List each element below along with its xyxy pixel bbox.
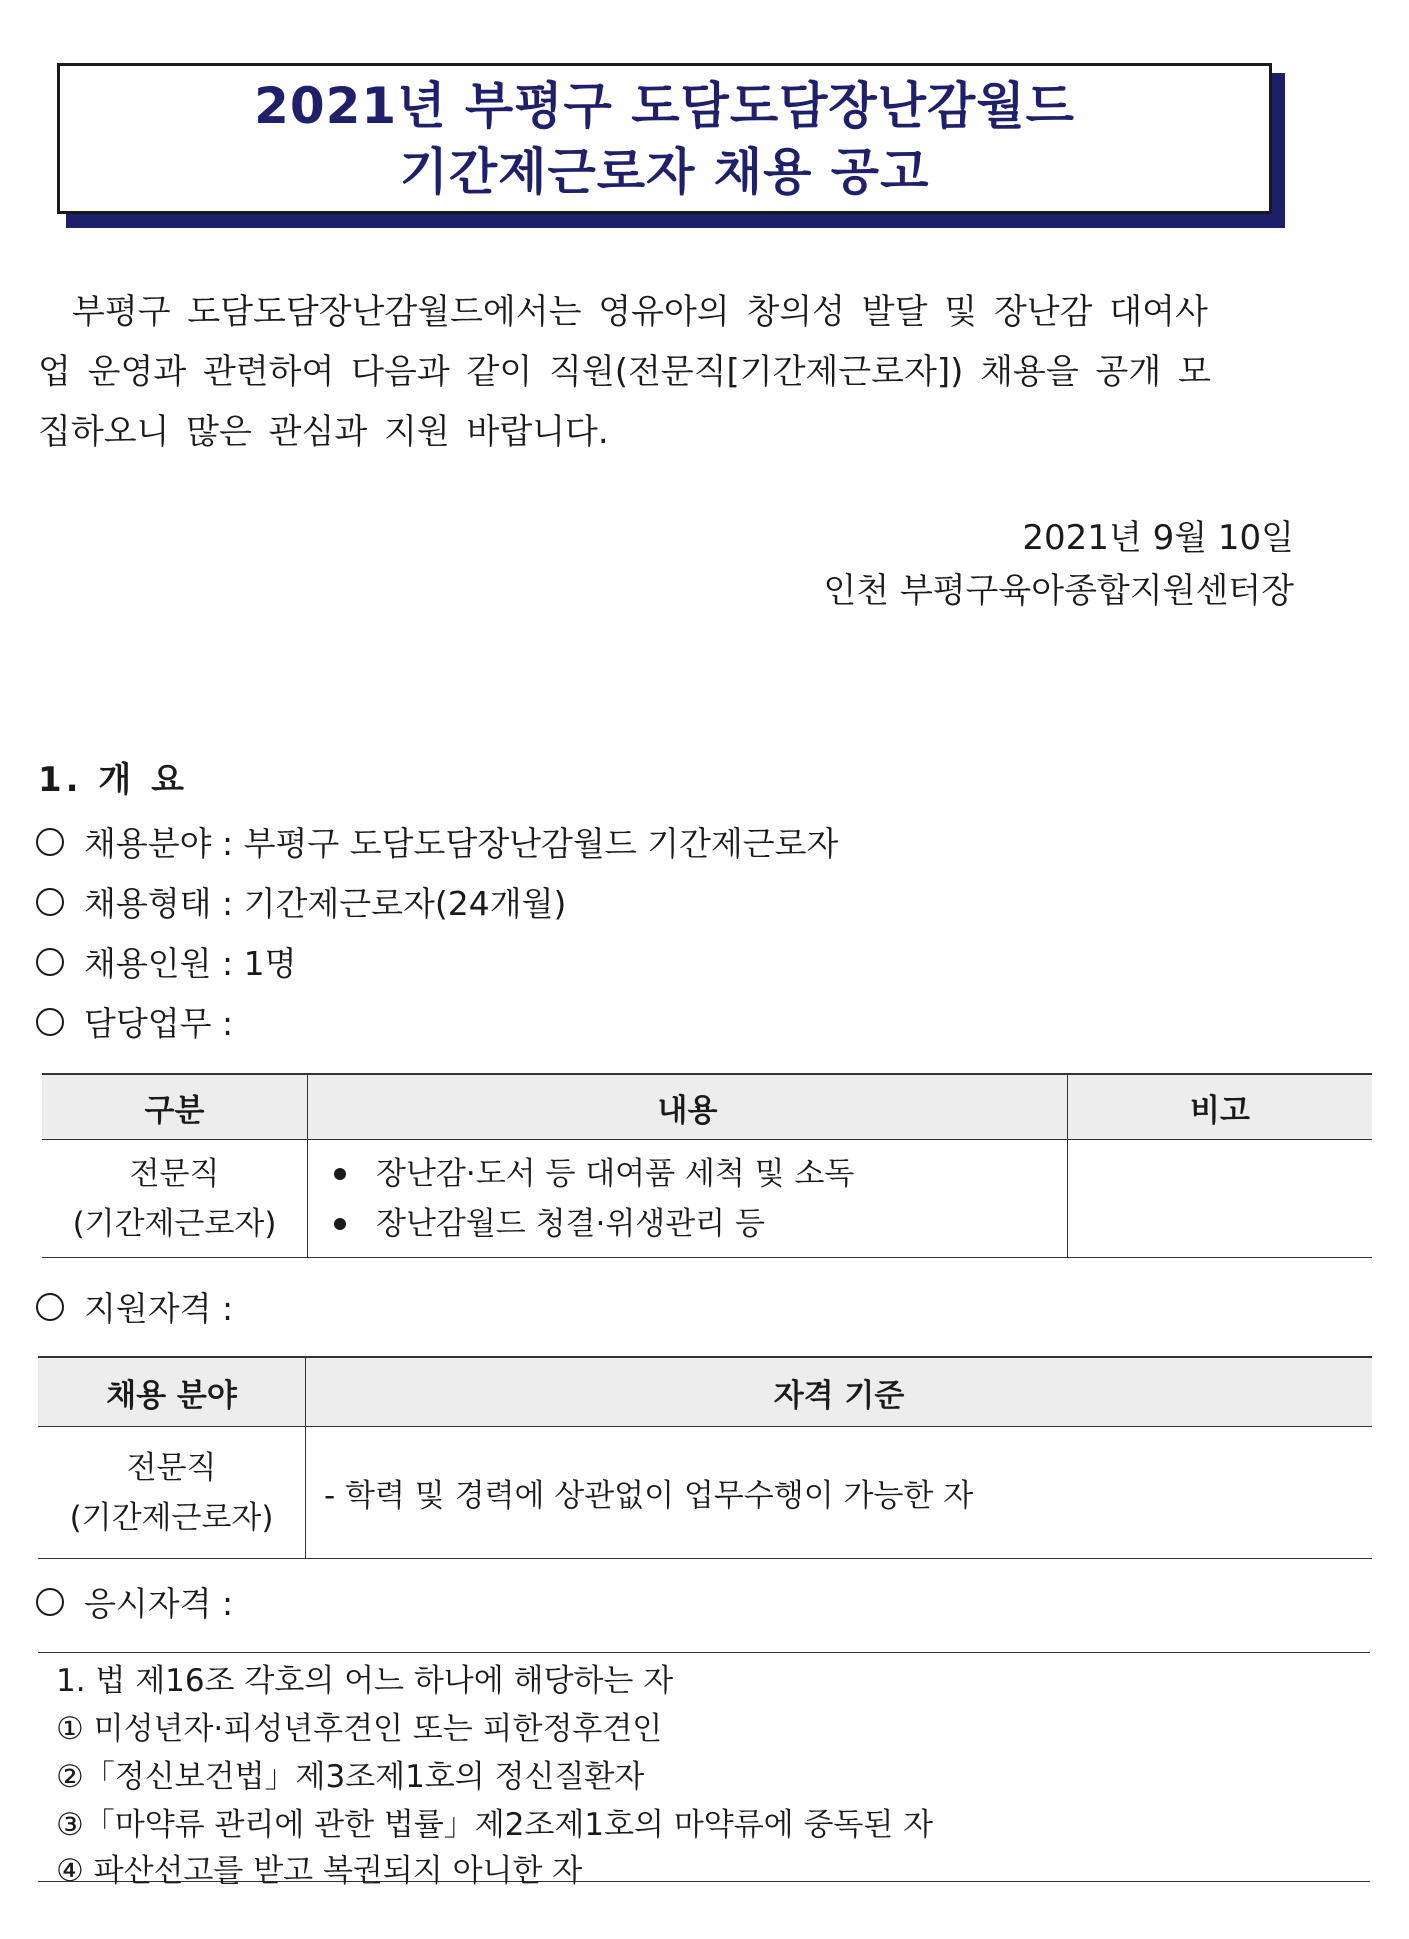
- duties-item: [36, 998, 233, 1045]
- eligibility-label: 응시자격 :: [84, 1584, 234, 1623]
- field-text: 채용분야 : 부평구 도담도담장난감월드 기간제근로자: [84, 824, 839, 863]
- intro-line-2: 업 운영과 관련하여 다음과 같이 직원(전문직[기간제근로자]) 채용을 공개 모: [38, 352, 1211, 392]
- category-line-2: (기간제근로자): [72, 1205, 277, 1242]
- bullet-dot-icon: [334, 1218, 346, 1230]
- table-row: [42, 1140, 1372, 1258]
- headcount-text: 채용인원 : 1명: [84, 944, 297, 983]
- circle-bullet-icon: [36, 948, 64, 976]
- duty-text: 장난감월드 청결·위생관리 등: [376, 1205, 765, 1242]
- disqualification-line: 1. 법 제16조 각호의 어느 하나에 해당하는 자: [56, 1663, 674, 1699]
- disqualification-box: [38, 1652, 1370, 1889]
- field-item: [36, 818, 838, 865]
- category-line-1: 전문직: [126, 1449, 217, 1486]
- bullet-dot-icon: [334, 1168, 346, 1180]
- intro-line-3: 집하오니 많은 관심과 지원 바랍니다.: [38, 412, 609, 452]
- section-heading-overview: 1. 개 요: [38, 760, 188, 800]
- note-cell: [1068, 1140, 1373, 1258]
- duty-text: 장난감·도서 등 대여품 세척 및 소독: [376, 1155, 855, 1192]
- announcement-date: 2021년 9월 10일: [1022, 518, 1294, 558]
- circle-bullet-icon: [36, 828, 64, 856]
- disqualification-line: ④ 파산선고를 받고 복권되지 아니한 자: [56, 1853, 583, 1889]
- qualification-label: 지원자격 :: [84, 1289, 234, 1328]
- column-header: 비고: [1068, 1074, 1373, 1140]
- qualification-table: [38, 1356, 1372, 1559]
- category-line-2: (기간제근로자): [69, 1499, 274, 1536]
- disqualification-line: ① 미성년자·피성년후견인 또는 피한정후견인: [56, 1711, 663, 1747]
- eligibility-item: [36, 1578, 233, 1625]
- column-header: 구분: [42, 1074, 308, 1140]
- issuing-organization: 인천 부평구육아종합지원센터장: [823, 571, 1294, 611]
- title-box: [57, 63, 1272, 214]
- column-header: 내용: [308, 1074, 1068, 1140]
- list-item: [320, 1199, 1066, 1249]
- disqualification-line: ②「정신보건법」제3조제1호의 정신질환자: [56, 1759, 645, 1795]
- duties-table: [42, 1073, 1372, 1258]
- table-header-row: [42, 1074, 1372, 1140]
- circle-bullet-icon: [36, 1008, 64, 1036]
- headcount-item: [36, 938, 296, 985]
- content-cell: [308, 1140, 1068, 1258]
- title-line-1: 2021년 부평구 도담도담장난감월드: [254, 76, 1075, 135]
- disqualification-line: ③「마약류 관리에 관한 법률」제2조제1호의 마약류에 중독된 자: [56, 1807, 934, 1843]
- duties-label: 담당업무 :: [84, 1004, 234, 1043]
- category-cell: [42, 1140, 308, 1258]
- title-line-2: 기간제근로자 채용 공고: [399, 142, 930, 201]
- type-item: [36, 878, 566, 925]
- criteria-cell: - 학력 및 경력에 상관없이 업무수행이 가능한 자: [306, 1427, 1373, 1559]
- category-cell: [38, 1427, 306, 1559]
- list-item: [320, 1149, 1066, 1199]
- column-header: 자격 기준: [306, 1357, 1373, 1427]
- type-text: 채용형태 : 기간제근로자(24개월): [84, 884, 567, 923]
- circle-bullet-icon: [36, 888, 64, 916]
- intro-line-1: 부평구 도담도담장난감월드에서는 영유아의 창의성 발달 및 장난감 대여사: [72, 292, 1208, 332]
- column-header: 채용 분야: [38, 1357, 306, 1427]
- intro-paragraph: [38, 282, 1298, 462]
- category-line-1: 전문직: [129, 1155, 220, 1192]
- table-header-row: [38, 1357, 1372, 1427]
- circle-bullet-icon: [36, 1293, 64, 1321]
- circle-bullet-icon: [36, 1588, 64, 1616]
- qualification-item: [36, 1283, 233, 1330]
- table-row: [38, 1427, 1372, 1559]
